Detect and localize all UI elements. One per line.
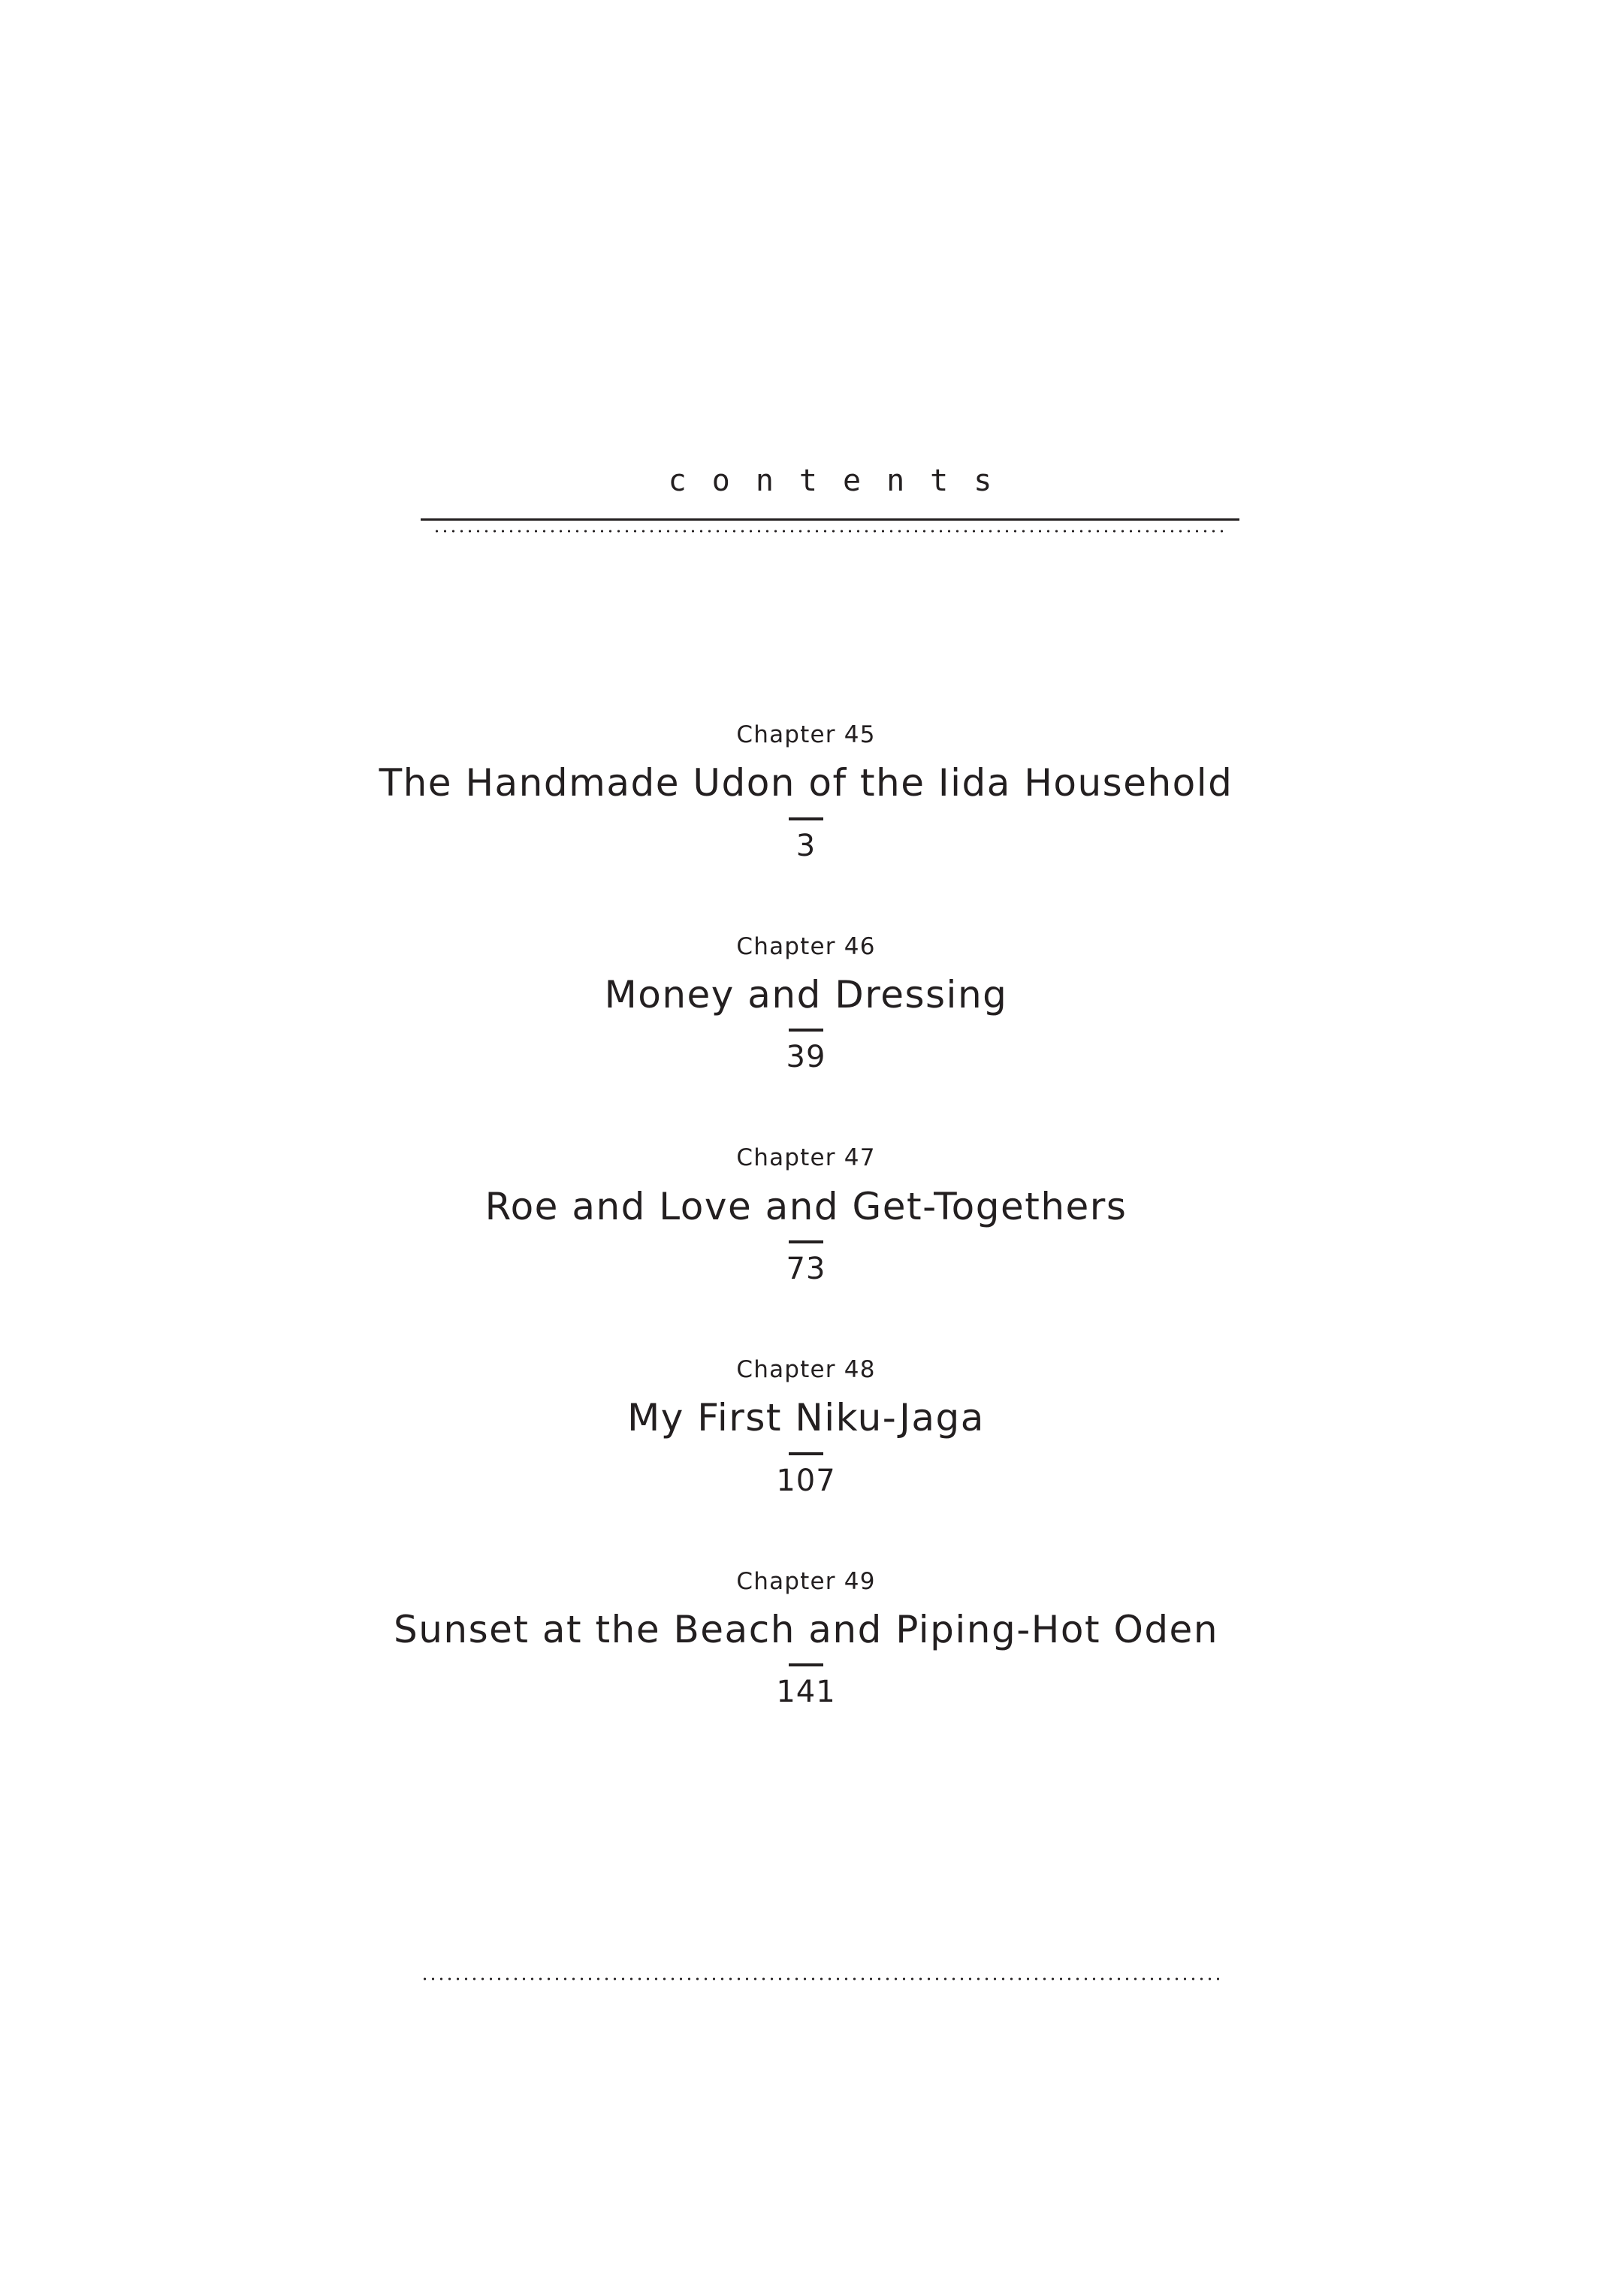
chapter-title: Money and Dressing [604, 972, 1008, 1017]
toc-entry[interactable] [0, 721, 1612, 861]
toc-entry-list [0, 721, 1612, 1710]
toc-entry[interactable] [0, 1568, 1612, 1708]
page-number: 3 [795, 828, 817, 863]
divider-dash [789, 1452, 823, 1455]
chapter-title: My First Niku-Jaga [627, 1396, 985, 1440]
chapter-title: The Handmade Udon of the Iida Household [379, 761, 1233, 805]
chapter-number: Chapter 48 [736, 1356, 876, 1384]
page-title: contents [668, 464, 1018, 498]
chapter-number: Chapter 46 [736, 932, 876, 960]
page-number: 73 [786, 1252, 826, 1287]
header-rule-dotted [433, 530, 1227, 533]
footer-rule-dotted [421, 1977, 1221, 1980]
toc-entry[interactable] [0, 1356, 1612, 1496]
divider-dash [789, 1240, 823, 1243]
divider-dash [789, 1029, 823, 1032]
divider-dash [789, 817, 823, 820]
header-rule-solid [421, 518, 1239, 521]
chapter-number: Chapter 49 [736, 1567, 876, 1595]
contents-header [421, 466, 1239, 533]
divider-dash [789, 1663, 823, 1666]
page-number: 107 [776, 1463, 836, 1498]
chapter-title: Roe and Love and Get-Togethers [485, 1184, 1127, 1228]
chapter-number: Chapter 45 [736, 721, 876, 748]
chapter-title: Sunset at the Beach and Piping-Hot Oden [393, 1607, 1219, 1651]
page-number: 141 [776, 1675, 836, 1710]
toc-entry[interactable] [0, 1144, 1612, 1287]
toc-entry[interactable] [0, 933, 1612, 1073]
page-number: 39 [786, 1040, 826, 1075]
chapter-number: Chapter 47 [736, 1144, 876, 1172]
